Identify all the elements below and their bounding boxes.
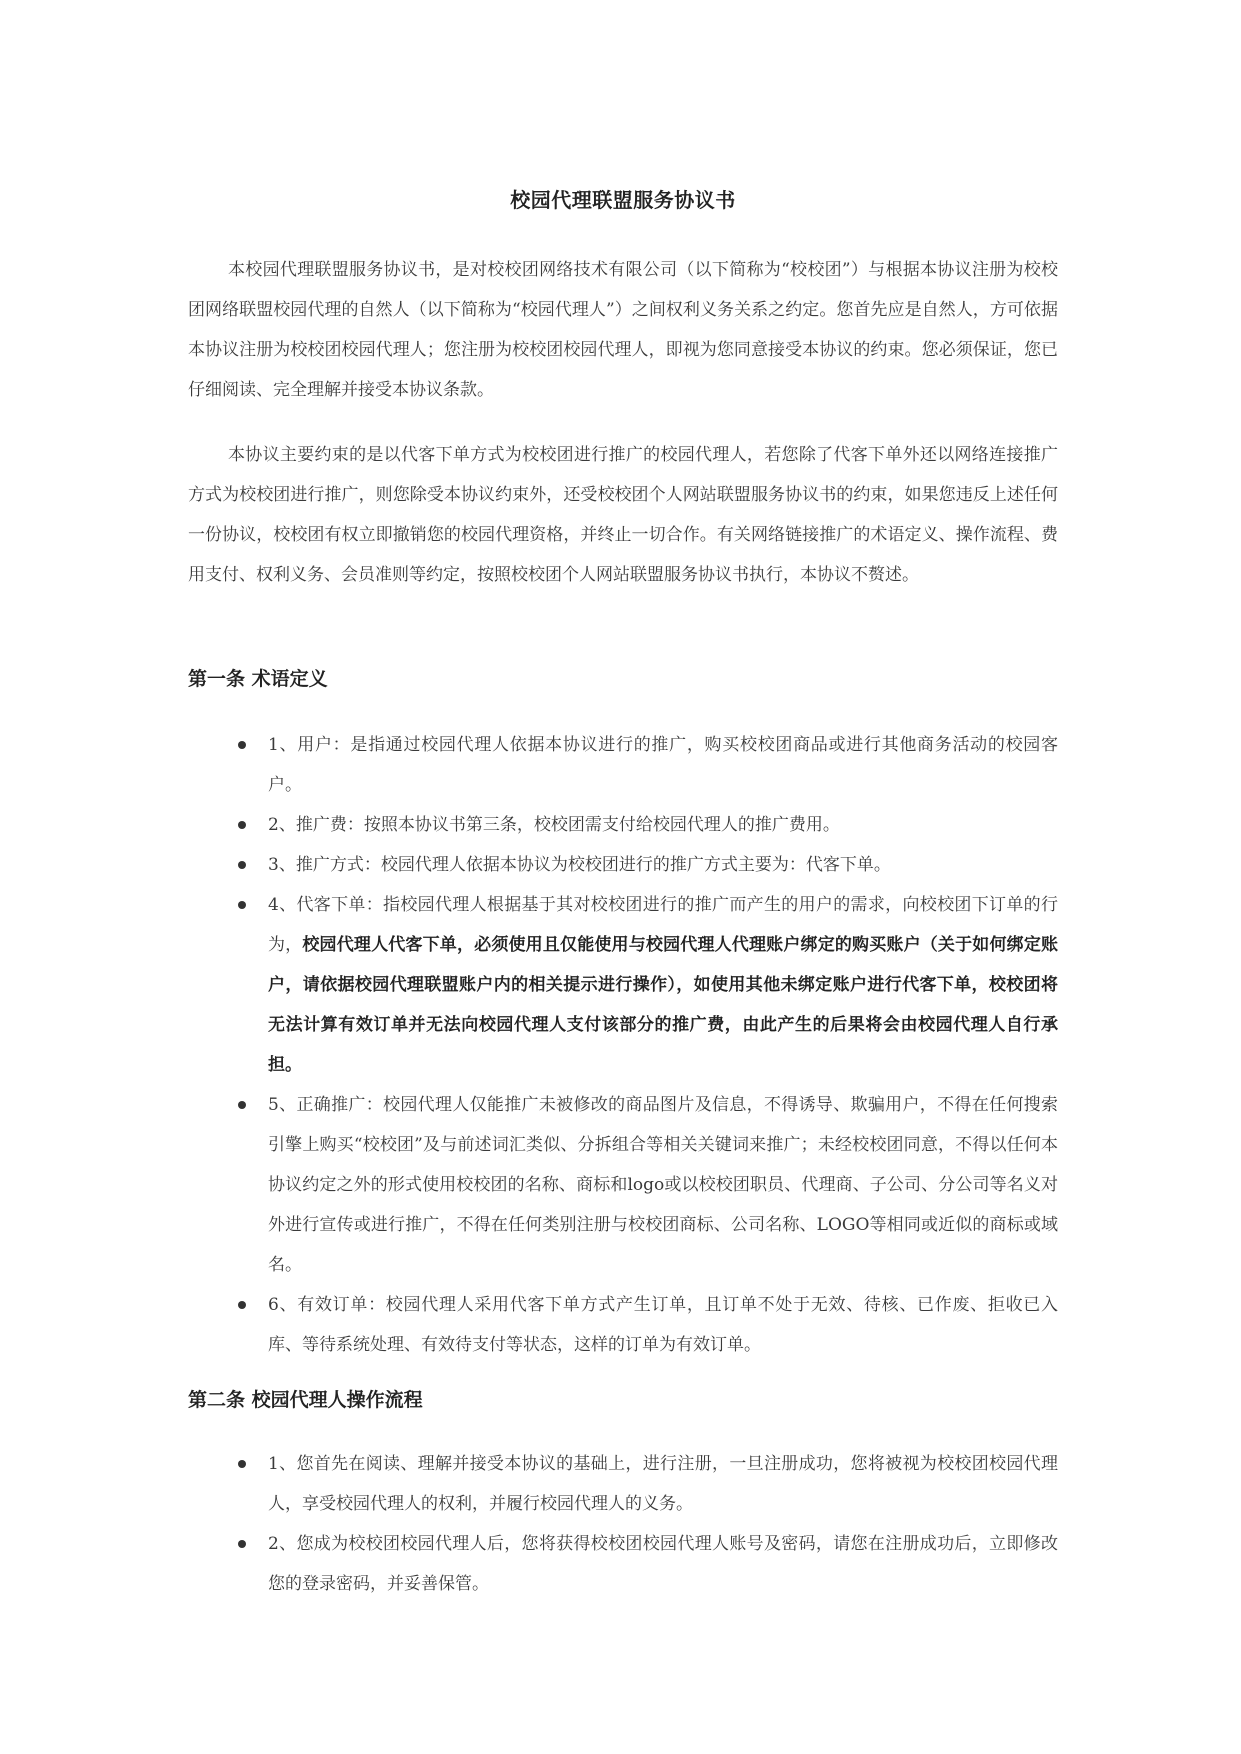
list-item — [238, 885, 1058, 1085]
bullet-icon — [238, 1301, 246, 1309]
bullet-icon — [238, 901, 246, 909]
list-item-text: 2、您成为校校团校园代理人后，您将获得校校团校园代理人账号及密码，请您在注册成功后，立即修改您的登录密码，并妥善保管。 — [268, 1534, 1058, 1594]
list-item — [238, 1085, 1058, 1285]
list-item — [238, 1524, 1058, 1604]
bullet-icon — [238, 1460, 246, 1468]
section-1-list — [238, 725, 1058, 1365]
section-1-heading: 第一条 术语定义 — [188, 668, 328, 690]
document-title: 校园代理联盟服务协议书 — [510, 188, 736, 212]
intro-paragraph-2: 本协议主要约束的是以代客下单方式为校校团进行推广的校园代理人，若您除了代客下单外还以网络连接推广方式为校校团进行推广，则您除受本协议约束外，还受校校团个人网站联盟服务协议书的约束，如果您违反上述任何一份协议，校校团有权立即撤销您的校园代理资格，并终止一切合作。有关网络链接推广的术语定义、操作流程、费用支付、权利义务、会员准则等约定，按照校校团个人网站联盟服务协议书执行，本协议不赘述。 — [188, 445, 1058, 585]
bullet-icon — [238, 861, 246, 869]
list-item-text: 2、推广费：按照本协议书第三条，校校团需支付给校园代理人的推广费用。 — [268, 815, 840, 835]
bullet-icon — [238, 821, 246, 829]
list-item-text: 5、正确推广：校园代理人仅能推广未被修改的商品图片及信息，不得诱导、欺骗用户，不得在任何搜索引擎上购买“校校团”及与前述词汇类似、分拆组合等相关关键词来推广；未经校校团同意，不得以任何本协议约定之外的形式使用校校团的名称、商标和logo或以校校团职员、代理商、子公司、分公司等名义对外进行宣传或进行推广，不得在任何类别注册与校校团商标、公司名称、LOGO等相同或近似的商标或域名。 — [268, 1095, 1058, 1275]
list-item — [238, 1285, 1058, 1365]
list-item — [238, 725, 1058, 805]
list-item-text: 6、有效订单：校园代理人采用代客下单方式产生订单，且订单不处于无效、待核、已作废、拒收已入库、等待系统处理、有效待支付等状态，这样的订单为有效订单。 — [268, 1295, 1058, 1355]
list-item — [238, 1444, 1058, 1524]
section-2-list — [238, 1444, 1058, 1604]
list-item-text: 1、您首先在阅读、理解并接受本协议的基础上，进行注册，一旦注册成功，您将被视为校校团校园代理人，享受校园代理人的权利，并履行校园代理人的义务。 — [268, 1454, 1058, 1514]
bullet-icon — [238, 1101, 246, 1109]
list-item-text: 3、推广方式：校园代理人依据本协议为校校团进行的推广方式主要为：代客下单。 — [268, 855, 891, 875]
intro-paragraph-1: 本校园代理联盟服务协议书，是对校校团网络技术有限公司（以下简称为“校校团”）与根据本协议注册为校校团网络联盟校园代理的自然人（以下简称为“校园代理人”）之间权利义务关系之约定。您首先应是自然人，方可依据本协议注册为校校团校园代理人；您注册为校校团校园代理人，即视为您同意接受本协议的约束。您必须保证，您已仔细阅读、完全理解并接受本协议条款。 — [188, 260, 1058, 400]
bullet-icon — [238, 1540, 246, 1548]
list-item-text: 4、代客下单：指校园代理人根据基于其对校校团进行的推广而产生的用户的需求，向校校团下订单的行为， — [268, 895, 1058, 955]
list-item-text: 1、用户：是指通过校园代理人依据本协议进行的推广，购买校校团商品或进行其他商务活动的校园客户。 — [268, 735, 1058, 795]
list-item — [238, 805, 1058, 845]
section-2-heading: 第二条 校园代理人操作流程 — [188, 1389, 423, 1411]
list-item — [238, 845, 1058, 885]
bullet-icon — [238, 741, 246, 749]
list-item-bold-text: 校园代理人代客下单，必须使用且仅能使用与校园代理人代理账户绑定的购买账户（关于如何绑定账户，请依据校园代理联盟账户内的相关提示进行操作），如使用其他未绑定账户进行代客下单，校校团将无法计算有效订单并无法向校园代理人支付该部分的推广费，由此产生的后果将会由校园代理人自行承担。 — [268, 935, 1059, 1075]
